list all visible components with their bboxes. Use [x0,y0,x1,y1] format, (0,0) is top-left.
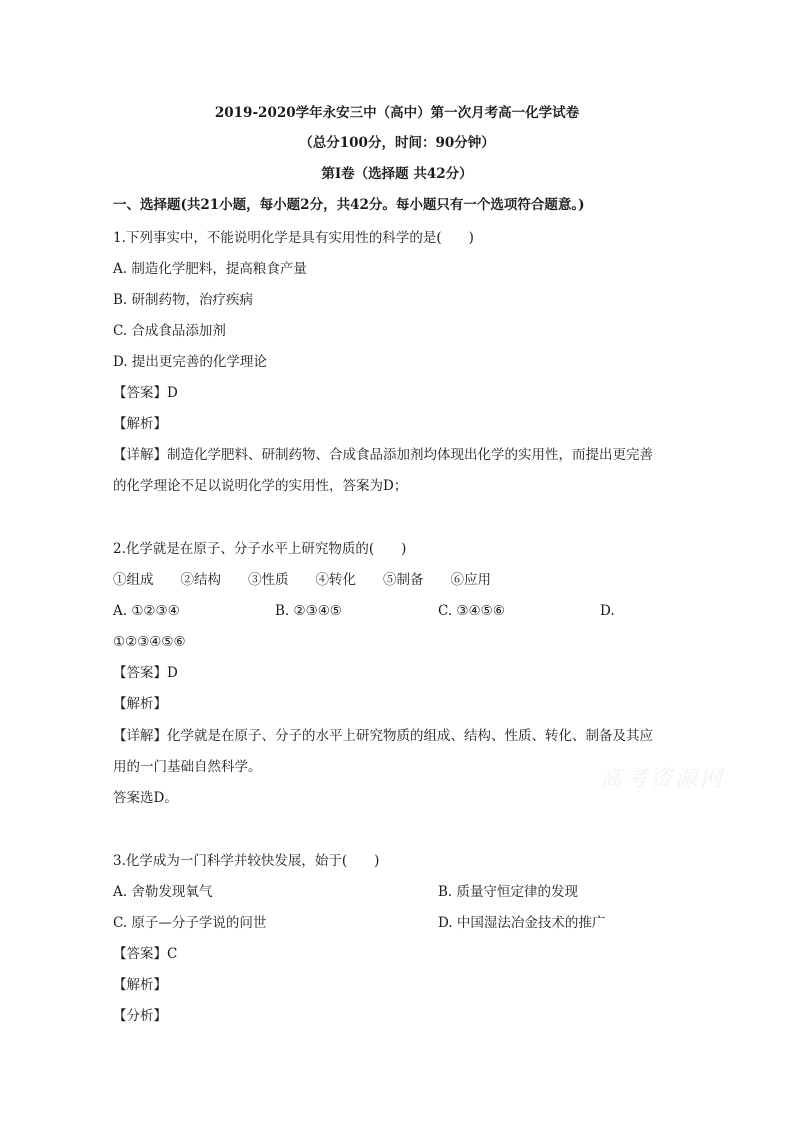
question-2-conclusion: 答案选D。 [113,790,178,806]
question-3-option-c: C. 原子—分子学说的问世 [113,915,267,931]
question-3-answer: 【答案】C [113,946,178,962]
question-1-detail-line-2: 的化学理论不足以说明化学的实用性，答案为D； [113,478,408,494]
question-2-stem: 2.化学就是在原子、分子水平上研究物质的( ) [113,541,407,557]
question-2-option-b: B. ②③④⑤ [275,603,342,619]
question-2-option-c: C. ③④⑤⑥ [438,603,505,619]
question-2-items: ①组成 ②结构 ③性质 ④转化 ⑤制备 ⑥应用 [113,572,491,588]
question-3-option-d: D. 中国湿法冶金技术的推广 [438,915,606,931]
question-2-answer: 【答案】D [113,665,178,681]
question-3-option-b: B. 质量守恒定律的发现 [438,884,579,900]
question-3-fenxi-label: 【分析】 [113,1008,167,1024]
question-1-stem: 1.下列事实中，不能说明化学是具有实用性的科学的是( ) [113,230,474,246]
question-3-option-a: A. 舍勒发现氧气 [113,884,213,900]
question-1-option-c: C. 合成食品添加剂 [113,323,226,339]
question-2-analysis-label: 【解析】 [113,696,167,712]
question-1-analysis-label: 【解析】 [113,416,167,432]
volume-heading: 第I卷（选择题 共42分） [321,166,473,182]
question-1-answer: 【答案】D [113,385,178,401]
question-2-detail-line-2: 用的一门基础自然科学。 [113,759,262,775]
exam-title: 2019-2020学年永安三中（高中）第一次月考高一化学试卷 [214,105,580,121]
question-1-detail-line-1: 【详解】制造化学肥料、研制药物、合成食品添加剂均体现出化学的实用性，而提出更完善 [113,447,653,463]
question-2-option-a: A. ①②③④ [113,603,180,619]
question-3-stem: 3.化学成为一门科学并较快发展，始于( ) [113,853,380,869]
section-heading: 一、选择题(共21小题，每小题2分，共42分。每小题只有一个选项符合题意。) [113,197,585,213]
exam-subtitle: （总分100分，时间：90分钟） [299,135,495,151]
question-1-option-b: B. 研制药物，治疗疾病 [113,292,254,308]
question-2-option-d: D. [600,603,615,619]
question-3-analysis-label: 【解析】 [113,977,167,993]
question-1-option-d: D. 提出更完善的化学理论 [113,354,267,370]
watermark: 高考资源网 [600,767,726,792]
question-2-option-d-content: ①②③④⑤⑥ [113,634,186,650]
question-2-detail-line-1: 【详解】化学就是在原子、分子的水平上研究物质的组成、结构、性质、转化、制备及其应 [113,728,653,744]
question-1-option-a: A. 制造化学肥料，提高粮食产量 [113,261,307,277]
